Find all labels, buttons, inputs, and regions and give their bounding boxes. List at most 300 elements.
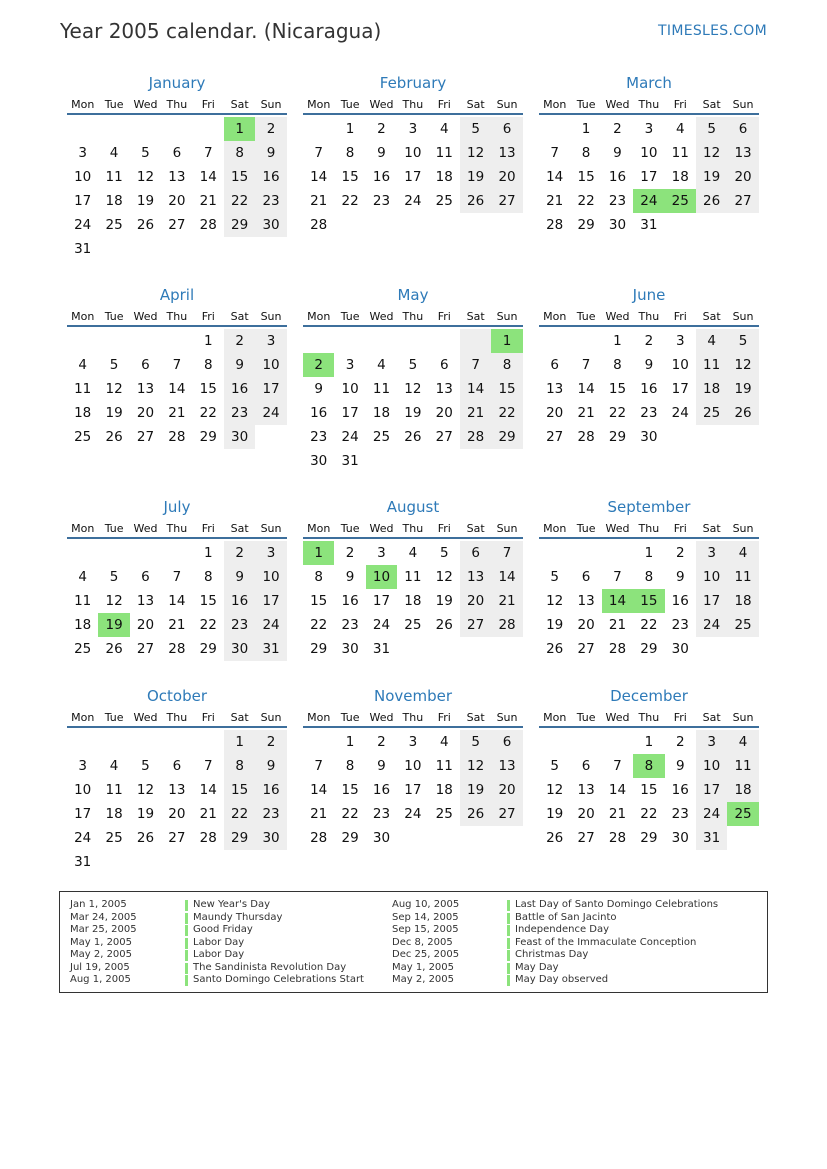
day-cell: 16 (310, 405, 328, 421)
day-empty (727, 826, 758, 850)
day-cell: 4 (78, 569, 87, 585)
day-cell: 20 (136, 405, 155, 421)
day-empty (303, 730, 334, 754)
day-cell: 10 (696, 754, 727, 778)
day-cell: 4 (675, 121, 685, 137)
day-cell: 5 (460, 730, 491, 754)
day-cell: 5 (696, 117, 727, 141)
holiday-date: Dec 25, 2005 (392, 949, 460, 960)
day-cell: 17 (696, 778, 727, 802)
weekday-label: Fri (201, 521, 215, 535)
day-cell: 3 (78, 145, 87, 161)
weekday-label: Fri (437, 710, 451, 724)
day-cell: 26 (546, 641, 564, 657)
day-cell: 15 (199, 381, 217, 397)
day-cell: 4 (727, 541, 758, 565)
day-cell: 22 (341, 806, 359, 822)
weekday-label: Mon (71, 309, 95, 323)
day-empty (491, 826, 522, 850)
holiday-day-cell: 25 (665, 189, 696, 213)
day-cell: 6 (727, 117, 758, 141)
day-cell: 25 (74, 429, 92, 445)
day-cell: 28 (577, 429, 595, 445)
day-empty (130, 117, 161, 141)
day-empty (193, 117, 224, 141)
weekday-label: Mon (71, 97, 95, 111)
week-row (303, 377, 523, 401)
day-cell: 11 (404, 569, 422, 585)
day-cell: 21 (491, 589, 522, 613)
day-cell: 18 (671, 169, 689, 185)
day-cell: 9 (644, 357, 654, 373)
month-june (539, 285, 759, 449)
day-cell: 16 (608, 169, 627, 185)
legend-column-right (392, 899, 718, 987)
week-row (539, 565, 759, 589)
weekday-header (67, 521, 287, 539)
day-cell: 25 (105, 217, 123, 233)
day-empty (491, 637, 522, 661)
day-cell: 29 (640, 641, 658, 657)
week-row (67, 826, 287, 850)
month-name: September (607, 498, 691, 516)
day-cell: 9 (314, 381, 323, 397)
holiday-color-marker (185, 950, 188, 961)
day-cell: 24 (74, 830, 92, 846)
day-cell: 28 (310, 830, 328, 846)
day-cell: 7 (613, 569, 622, 585)
day-empty (98, 117, 129, 141)
week-row (67, 730, 287, 754)
day-cell: 4 (439, 121, 449, 137)
day-cell: 24 (696, 613, 727, 637)
day-cell: 5 (141, 145, 150, 161)
day-empty (67, 730, 98, 754)
day-empty (67, 541, 98, 565)
weekday-label: Sun (260, 97, 282, 111)
day-cell: 26 (460, 802, 491, 826)
weekday-label: Thu (638, 710, 660, 724)
weekday-label: Fri (437, 97, 451, 111)
month-april (67, 285, 287, 449)
week-row (539, 778, 759, 802)
day-cell: 29 (224, 826, 255, 850)
week-row (303, 730, 523, 754)
day-cell: 21 (460, 401, 491, 425)
week-row (67, 613, 287, 637)
day-cell: 25 (74, 641, 92, 657)
holiday-name: May Day observed (515, 974, 609, 985)
holiday-color-marker (185, 963, 188, 974)
day-cell: 28 (199, 830, 217, 846)
day-cell: 28 (546, 217, 564, 233)
day-cell: 4 (408, 545, 418, 561)
day-empty (665, 425, 696, 449)
day-cell: 30 (255, 213, 286, 237)
weekday-header (539, 521, 759, 539)
month-february (303, 73, 523, 237)
legend-item (392, 962, 718, 975)
week-row (67, 353, 287, 377)
week-row (67, 541, 287, 565)
holiday-color-marker (185, 900, 188, 911)
weekday-label: Fri (201, 710, 215, 724)
day-empty (665, 213, 696, 237)
day-cell: 30 (255, 826, 286, 850)
day-cell: 2 (675, 545, 685, 561)
day-cell: 3 (696, 541, 727, 565)
day-empty (539, 117, 570, 141)
day-empty (696, 425, 727, 449)
day-cell: 30 (224, 637, 255, 661)
holiday-date: Jan 1, 2005 (70, 899, 127, 910)
day-cell: 2 (377, 734, 386, 750)
day-cell: 17 (255, 589, 286, 613)
weekday-label: Thu (166, 710, 188, 724)
weekday-label: Thu (166, 521, 188, 535)
day-cell: 22 (608, 405, 627, 421)
day-cell: 20 (727, 165, 758, 189)
day-cell: 24 (341, 429, 359, 445)
weekday-label: Thu (166, 97, 188, 111)
day-cell: 8 (644, 569, 654, 585)
day-cell: 13 (577, 782, 595, 798)
day-cell: 14 (491, 565, 522, 589)
day-cell: 23 (671, 806, 689, 822)
week-row (303, 213, 523, 237)
day-empty (602, 541, 633, 565)
day-cell: 16 (341, 593, 359, 609)
day-cell: 26 (105, 641, 123, 657)
day-cell: 3 (408, 734, 418, 750)
weekday-header (303, 521, 523, 539)
day-cell: 30 (372, 830, 391, 846)
day-cell: 28 (168, 429, 186, 445)
month-may (303, 285, 523, 473)
day-cell: 16 (372, 169, 391, 185)
legend-item (392, 899, 718, 912)
day-empty (161, 117, 192, 141)
day-cell: 21 (168, 617, 186, 633)
day-cell: 11 (727, 565, 758, 589)
day-cell: 9 (377, 758, 386, 774)
day-cell: 17 (372, 593, 391, 609)
day-empty (460, 329, 491, 353)
day-empty (255, 425, 286, 449)
day-cell: 13 (136, 381, 155, 397)
day-cell: 24 (255, 613, 286, 637)
day-cell: 24 (404, 806, 422, 822)
day-cell: 19 (727, 377, 758, 401)
week-row (67, 237, 287, 261)
week-row (539, 189, 759, 213)
legend-item (392, 974, 718, 987)
day-cell: 26 (546, 830, 564, 846)
day-cell: 7 (172, 357, 182, 373)
weekday-label: Sat (702, 97, 721, 111)
day-cell: 28 (491, 613, 522, 637)
day-cell: 3 (255, 541, 286, 565)
weekday-label: Mon (543, 97, 567, 111)
holiday-name: Last Day of Santo Domingo Celebrations (515, 899, 719, 910)
day-cell: 16 (372, 782, 391, 798)
day-cell: 11 (105, 169, 123, 185)
weekday-label: Fri (437, 309, 451, 323)
week-row (67, 189, 287, 213)
day-cell: 5 (550, 569, 559, 585)
day-cell: 27 (136, 429, 155, 445)
weekday-label: Tue (104, 521, 124, 535)
day-cell: 21 (168, 405, 186, 421)
week-row (539, 637, 759, 661)
day-cell: 10 (671, 357, 689, 373)
day-cell: 19 (460, 165, 491, 189)
day-empty (98, 730, 129, 754)
week-row (539, 754, 759, 778)
week-row (67, 802, 287, 826)
day-cell: 23 (224, 613, 255, 637)
weekday-header (539, 710, 759, 728)
day-empty (161, 541, 192, 565)
day-empty (460, 637, 491, 661)
day-cell: 9 (613, 145, 622, 161)
day-cell: 1 (345, 734, 355, 750)
day-empty (161, 237, 192, 261)
day-cell: 24 (404, 193, 422, 209)
day-cell: 9 (345, 569, 355, 585)
week-row (67, 165, 287, 189)
day-cell: 1 (203, 333, 213, 349)
day-cell: 27 (136, 641, 155, 657)
day-empty (334, 213, 365, 237)
day-cell: 4 (377, 357, 386, 373)
day-cell: 1 (644, 734, 654, 750)
weekday-label: Thu (166, 309, 188, 323)
holiday-date: May 2, 2005 (70, 949, 133, 960)
day-cell: 29 (577, 217, 595, 233)
day-cell: 8 (203, 357, 213, 373)
day-cell: 30 (310, 453, 328, 469)
weekday-label: Wed (133, 521, 158, 535)
holiday-color-marker (507, 925, 510, 936)
month-name: May (397, 286, 429, 304)
day-cell: 7 (203, 758, 213, 774)
holiday-day-cell: 24 (633, 189, 664, 213)
legend-item (392, 937, 718, 950)
day-cell: 8 (203, 569, 213, 585)
day-cell: 23 (255, 802, 286, 826)
weekday-label: Mon (307, 521, 331, 535)
day-cell: 10 (341, 381, 359, 397)
day-cell: 17 (74, 193, 92, 209)
day-cell: 15 (224, 165, 255, 189)
legend-item (70, 974, 364, 987)
weekday-label: Fri (201, 309, 215, 323)
day-empty (570, 329, 601, 353)
weekday-label: Wed (369, 710, 394, 724)
weekday-label: Mon (307, 710, 331, 724)
day-cell: 2 (224, 541, 255, 565)
day-empty (193, 850, 224, 874)
day-cell: 16 (640, 381, 658, 397)
day-empty (130, 329, 161, 353)
day-cell: 11 (435, 758, 453, 774)
day-empty (98, 541, 129, 565)
week-row (67, 565, 287, 589)
week-row (67, 589, 287, 613)
holiday-day-cell: 19 (98, 613, 129, 637)
holiday-name: Battle of San Jacinto (515, 911, 617, 923)
day-empty (130, 541, 161, 565)
day-cell: 20 (168, 193, 186, 209)
day-cell: 21 (310, 193, 328, 209)
day-cell: 23 (255, 189, 286, 213)
day-cell: 23 (224, 401, 255, 425)
month-december (539, 686, 759, 850)
month-august (303, 497, 523, 661)
week-row (67, 141, 287, 165)
day-cell: 8 (345, 758, 355, 774)
weekday-header (303, 97, 523, 115)
day-cell: 12 (460, 754, 491, 778)
day-cell: 13 (168, 169, 186, 185)
day-cell: 6 (550, 357, 559, 373)
day-cell: 30 (341, 641, 359, 657)
month-name: December (610, 687, 688, 705)
day-cell: 25 (105, 830, 123, 846)
weekday-label: Wed (369, 309, 394, 323)
day-cell: 5 (439, 545, 449, 561)
day-cell: 13 (727, 141, 758, 165)
weekday-label: Fri (437, 521, 451, 535)
week-row (303, 449, 523, 473)
weekday-label: Sat (466, 309, 485, 323)
legend-item (392, 924, 718, 937)
day-cell: 16 (255, 165, 286, 189)
day-cell: 5 (550, 758, 559, 774)
weekday-label: Sat (230, 97, 249, 111)
day-cell: 4 (727, 730, 758, 754)
day-cell: 9 (224, 565, 255, 589)
week-row (303, 802, 523, 826)
day-empty (460, 213, 491, 237)
weekday-label: Sat (702, 710, 721, 724)
month-name: March (626, 74, 672, 92)
day-cell: 29 (199, 429, 217, 445)
day-cell: 19 (136, 193, 155, 209)
holiday-color-marker (507, 950, 510, 961)
month-september (539, 497, 759, 661)
day-cell: 11 (74, 381, 92, 397)
weekday-label: Tue (340, 309, 360, 323)
weekday-label: Sun (496, 309, 518, 323)
day-cell: 4 (439, 734, 449, 750)
day-cell: 15 (640, 782, 658, 798)
day-cell: 10 (74, 782, 92, 798)
day-cell: 25 (435, 806, 453, 822)
holiday-date: Aug 10, 2005 (392, 899, 460, 910)
legend-item (70, 899, 364, 912)
day-cell: 2 (377, 121, 386, 137)
day-cell: 22 (491, 401, 522, 425)
day-cell: 1 (613, 333, 622, 349)
day-cell: 10 (404, 758, 422, 774)
holiday-date: Sep 15, 2005 (392, 924, 459, 935)
day-cell: 15 (224, 778, 255, 802)
weekday-label: Sat (466, 521, 485, 535)
day-empty (366, 213, 397, 237)
day-cell: 23 (640, 405, 658, 421)
day-cell: 12 (136, 169, 155, 185)
week-row (539, 589, 759, 613)
weekday-label: Mon (543, 710, 567, 724)
holiday-color-marker (185, 975, 188, 986)
legend-item (70, 937, 364, 950)
day-empty (255, 237, 286, 261)
day-empty (696, 637, 727, 661)
day-cell: 3 (345, 357, 355, 373)
weekday-label: Sun (260, 309, 282, 323)
weekday-label: Sat (230, 309, 249, 323)
site-link[interactable]: TIMESLES.COM (658, 23, 767, 39)
weekday-label: Sun (732, 97, 754, 111)
week-row (67, 425, 287, 449)
day-cell: 4 (696, 329, 727, 353)
day-cell: 10 (74, 169, 92, 185)
day-cell: 22 (199, 617, 217, 633)
day-cell: 4 (109, 145, 119, 161)
day-cell: 1 (345, 121, 355, 137)
day-cell: 13 (460, 565, 491, 589)
day-cell: 6 (172, 145, 182, 161)
weekday-header (67, 309, 287, 327)
weekday-label: Fri (673, 521, 687, 535)
holiday-day-cell: 2 (303, 353, 334, 377)
weekday-label: Wed (605, 97, 630, 111)
day-cell: 12 (460, 141, 491, 165)
weekday-label: Sat (466, 710, 485, 724)
week-row (303, 425, 523, 449)
day-cell: 1 (644, 545, 654, 561)
day-cell: 22 (224, 802, 255, 826)
day-cell: 11 (372, 381, 391, 397)
day-cell: 25 (372, 429, 391, 445)
day-empty (193, 237, 224, 261)
day-cell: 3 (675, 333, 685, 349)
weekday-header (303, 710, 523, 728)
day-cell: 2 (224, 329, 255, 353)
day-cell: 16 (224, 377, 255, 401)
day-cell: 5 (460, 117, 491, 141)
holiday-date: Mar 24, 2005 (70, 911, 137, 923)
day-cell: 15 (577, 169, 595, 185)
day-cell: 19 (696, 165, 727, 189)
day-empty (397, 637, 428, 661)
day-cell: 30 (671, 830, 689, 846)
day-cell: 14 (310, 782, 328, 798)
day-cell: 26 (696, 189, 727, 213)
day-cell: 14 (608, 782, 627, 798)
week-row (67, 329, 287, 353)
day-cell: 28 (310, 217, 328, 233)
day-cell: 2 (345, 545, 355, 561)
day-cell: 29 (640, 830, 658, 846)
day-cell: 22 (577, 193, 595, 209)
day-cell: 17 (404, 782, 422, 798)
day-empty (130, 237, 161, 261)
day-empty (429, 637, 460, 661)
day-cell: 20 (577, 617, 595, 633)
